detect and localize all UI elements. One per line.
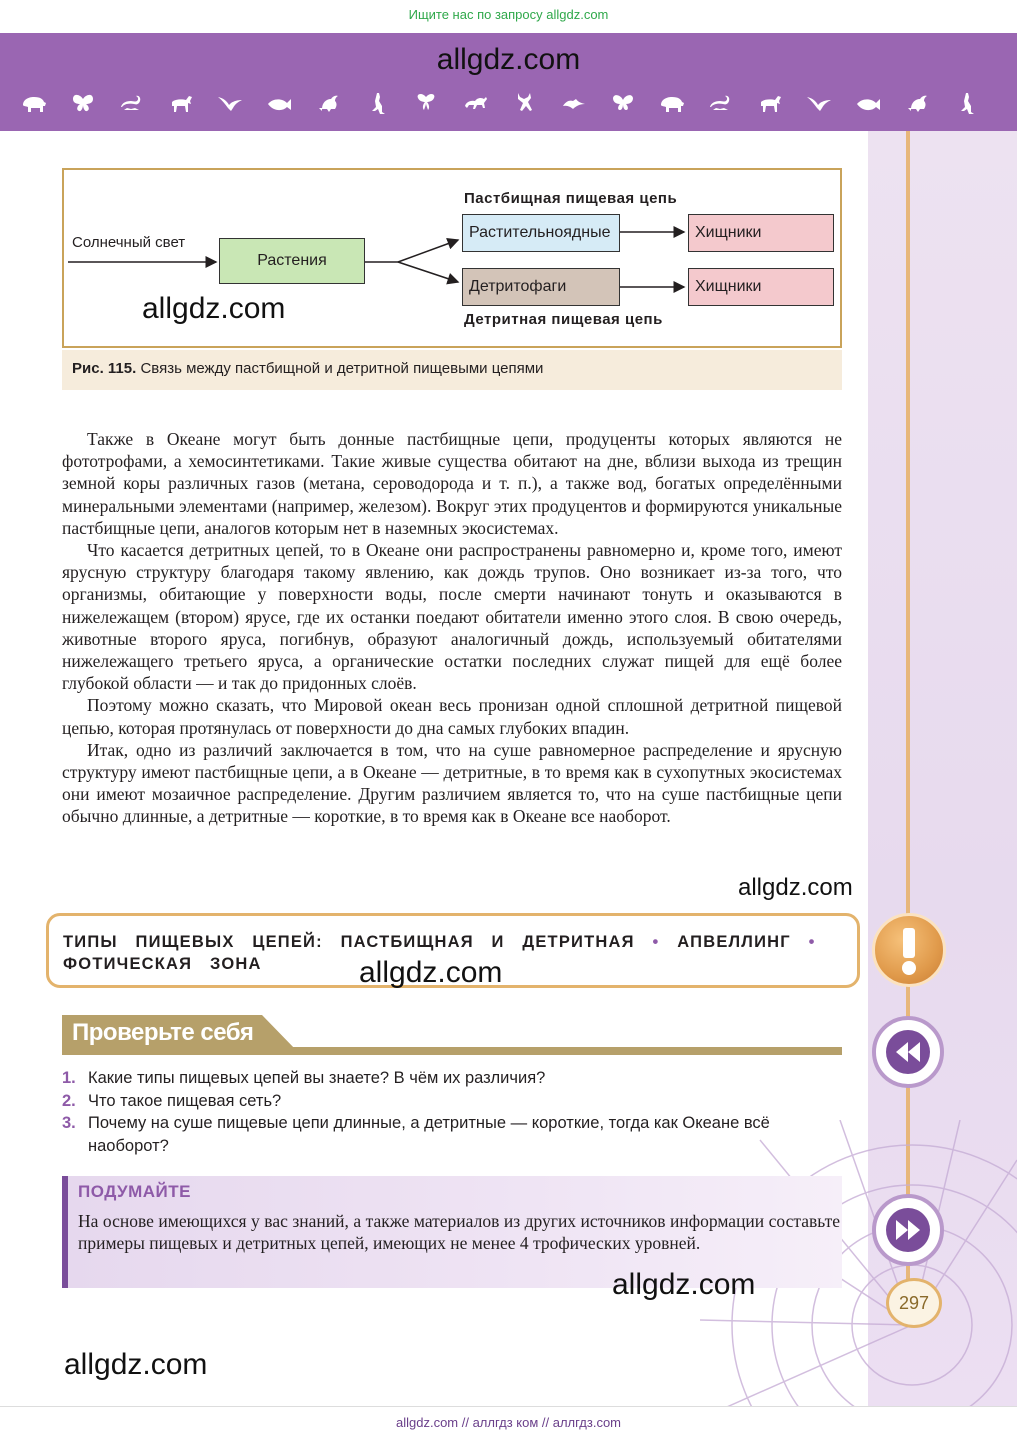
- figure-caption-text: Связь между пастбищной и детритной пищевыми цепями: [136, 360, 544, 377]
- check-yourself-title: Проверьте себя: [72, 1019, 254, 1046]
- paragraph-4: Итак, одно из различий заключается в том, что на суше равномерное распределение и ярусную структуру имеют пастбищные цепи, а в Океане — детритные, в то время как в сухопутных экосистемах они имеют мозаичное распределение. Другим различием является то, что на суше пастбищные цепи обычно длинные, а детритные — короткие, в то время как в Океане все наоборот.: [62, 739, 842, 827]
- kangaroo2-icon: [952, 89, 980, 117]
- kangaroo-icon: [363, 89, 391, 117]
- deer-icon: [510, 89, 538, 117]
- watermark-bottom: allgdz.com: [64, 1348, 208, 1381]
- figure-caption-box: [62, 350, 842, 390]
- beetle-icon: [314, 89, 342, 117]
- figure-caption-label: Рис. 115.: [72, 360, 137, 377]
- butterfly2-icon: [609, 89, 637, 117]
- fly-icon: [412, 89, 440, 117]
- sunlight-label: Солнечный свет: [72, 234, 186, 251]
- think-title: ПОДУМАЙТЕ: [78, 1182, 191, 1201]
- fast-forward-icon: [886, 1208, 930, 1252]
- next-page-icon-bg: [886, 1208, 930, 1252]
- keyword-food-chain-types: ТИПЫ ПИЩЕВЫХ ЦЕПЕЙ: ПАСТБИЩНАЯ И ДЕТРИТНАЯ: [63, 933, 635, 951]
- scorpion2-icon: [707, 89, 735, 117]
- herbivores-node: Растительноядные: [462, 214, 620, 252]
- questions-list: [62, 1067, 844, 1157]
- watermark-figure: allgdz.com: [142, 292, 286, 325]
- previous-page-icon-bg: [886, 1030, 930, 1074]
- keywords-box: [46, 913, 860, 988]
- exclamation-icon: [875, 916, 943, 984]
- bird2-icon: [560, 89, 588, 117]
- horse-icon: [167, 89, 195, 117]
- question-item: [62, 1067, 844, 1090]
- question-item: [62, 1090, 844, 1113]
- paragraph-3: Поэтому можно сказать, что Мировой океан весь пронизан одной сплошной детритной пищевой цепью, которая протянулась от поверхности до дна самых глубоких впадин.: [62, 695, 842, 738]
- detritophages-node: Детритофаги: [462, 268, 620, 306]
- keyword-photic-zone: ФОТИЧЕСКАЯ ЗОНА: [63, 955, 262, 973]
- fish-icon: [265, 89, 293, 117]
- watermark-text-end: allgdz.com: [738, 874, 853, 901]
- think-accent-bar: [62, 1176, 68, 1288]
- footer-links[interactable]: allgdz.com // аллгдз ком // аллгдз.com: [0, 1406, 1017, 1440]
- paragraph-1: Также в Океане могут быть донные пастбищные цепи, продуценты которых являются не фототрофами, а хемосинтетиками. Такие живые существа обитают на дне, вблизи выхода из трещин земной коры различных газов (метана, сероводорода и т. п.), а также вод, богатых определёнными минеральными элементами (например, железом). Вокруг этих продуцентов и формируются уникальные пастбищные цепи, аналогов которым нет в наземных экосистемах.: [62, 429, 842, 538]
- watermark-keywords: allgdz.com: [359, 956, 503, 989]
- question-number: 1.: [62, 1069, 76, 1087]
- fish2-icon: [854, 89, 882, 117]
- think-text: На основе имеющихся у вас знаний, а также материалов из других источников информации составьте примеры пищевых и детритных цепей, имеющих не менее 4 трофических уровней.: [78, 1211, 840, 1254]
- banner-watermark: allgdz.com: [436, 43, 581, 76]
- question-text: Какие типы пищевых цепей вы знаете? В чём их различия?: [88, 1069, 546, 1087]
- page-number: 297: [886, 1278, 942, 1328]
- header-banner: [0, 33, 1017, 131]
- paragraph-2: Что касается детритных цепей, то в Океане они распространены равномерно и, кроме того, имеют ярусную структуру благодаря такому явлению, как дождь трупов. Оно возникает из-за того, что организмы, обитающие у поверхности воды, после смерти начинают тонуть и оказываются в нижележащем (втором) ярусе, где их останки поедают обитатели именно этого слоя. В свою очередь, животные второго яруса, погибнув, образуют аналогичный дождь, используемый обитателями нижележащего третьего яруса, а органические остатки последних служат пищей для ещё более глубокой области — и так до придонных слоёв.: [62, 540, 842, 694]
- bison2-icon: [658, 89, 686, 117]
- question-text: Что такое пищевая сеть?: [88, 1091, 282, 1110]
- grazing-chain-title: Пастбищная пищевая цепь: [464, 190, 678, 207]
- keyword-separator: •: [808, 933, 816, 951]
- keyword-separator: •: [652, 933, 660, 951]
- next-page-button[interactable]: [872, 1194, 944, 1266]
- detrital-chain-title: Детритная пищевая цепь: [464, 311, 663, 328]
- question-number: 2.: [62, 1091, 76, 1110]
- keyword-upwelling: АПВЕЛЛИНГ: [677, 933, 791, 951]
- question-number: 3.: [62, 1114, 76, 1132]
- check-yourself-header: [62, 1015, 842, 1055]
- scorpion-icon: [118, 89, 146, 117]
- butterfly-icon: [69, 89, 97, 117]
- animal-icon-row: [20, 89, 980, 117]
- figure-diagram: [62, 168, 842, 348]
- top-link[interactable]: Ищите нас по запросу allgdz.com: [408, 7, 609, 22]
- horse2-icon: [756, 89, 784, 117]
- bird3-icon: [805, 89, 833, 117]
- question-item: [62, 1112, 844, 1157]
- question-text: Почему на суше пищевые цепи длинные, а детритные — короткие, тогда как Океане всё наоборот?: [88, 1114, 770, 1155]
- predators-bottom-node: Хищники: [688, 268, 834, 306]
- key-terms-badge: [872, 913, 946, 987]
- figure-115: [62, 168, 842, 390]
- bison-icon: [20, 89, 48, 117]
- previous-page-button[interactable]: [872, 1016, 944, 1088]
- figure-caption: [72, 360, 543, 377]
- predators-top-node: Хищники: [688, 214, 834, 252]
- beetle2-icon: [903, 89, 931, 117]
- ant-icon: [461, 89, 489, 117]
- plants-node: Растения: [219, 238, 365, 284]
- bird-icon: [216, 89, 244, 117]
- main-body-text: [62, 428, 842, 828]
- watermark-think: allgdz.com: [612, 1268, 756, 1301]
- rewind-icon: [886, 1030, 930, 1074]
